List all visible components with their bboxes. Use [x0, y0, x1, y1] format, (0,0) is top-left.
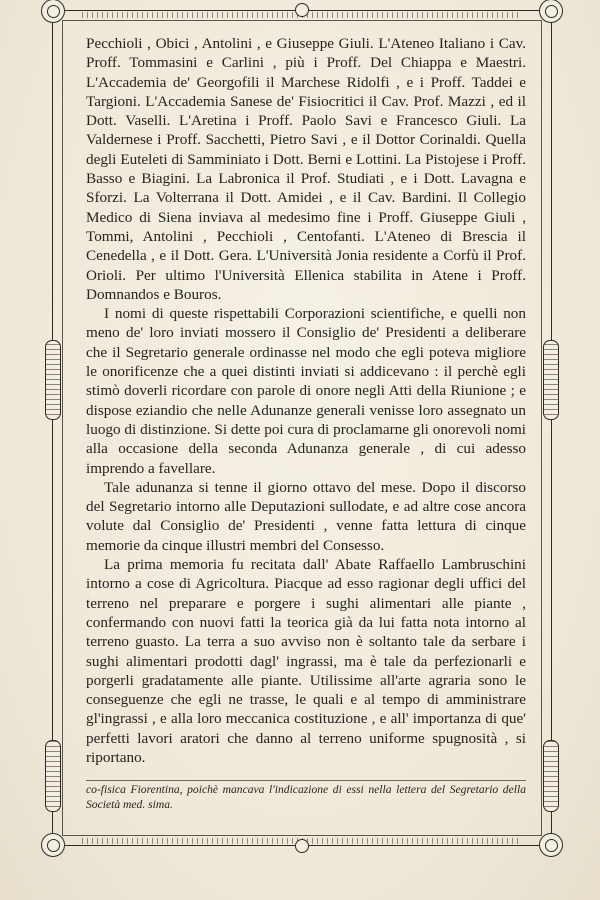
corner-ornament-icon: [539, 0, 563, 23]
medallion-ornament-icon: [295, 839, 309, 853]
corner-ornament-icon: [539, 833, 563, 857]
paragraph: I nomi di queste rispettabili Corporazioni scientifiche, e quelli non meno de' loro inviati mossero il Consiglio de' Presidenti a deliberare che il Segretario generale ordinasse nel modo che egli poteva migliore le onorificenze che a quei distinti inviati si addicevano : il perchè egli stimò doverli ricordare con parole di onore negli Atti della Riunione ; e dispose eziandio che nelle Adunanze generali venisse loro assegnato un luogo di distinzione. Si dette poi cura di proclamarne gli onorevoli nomi alla occasione della seconda Adunanza generale , di cui adesso imprendo a favellare.: [86, 305, 526, 477]
medallion-ornament-icon: [295, 3, 309, 17]
side-ornament-icon: [45, 340, 61, 420]
corner-ornament-icon: [41, 833, 65, 857]
footnote: co-fisica Fiorentina, poichè mancava l'indicazione di essi nella lettera del Segretario della Società med. sima.: [86, 780, 526, 812]
body-text: [86, 34, 526, 767]
paragraph: La prima memoria fu recitata dall' Abate Raffaello Lambruschini intorno a cose di Agricoltura. Piacque ad esso ragionar degli uffici del terreno nel preparare e porgere i sughi alimentari alle piante , confermando con nuovi fatti la teorica già da lui fatta nota intorno al terreno guasto. La terra a suo avviso non è soltanto tale da serbare i sughi alimentari prodotti dagl' ingrassi, ma è tale da perfezionarli e porgerli gradatamente alle piante. Utilissime all'arte agraria sono le conseguenze che egli ne trasse, le quali e al tempo di amministrare gl'ingrassi , e alla loro meccanica costituzione , e all' importanza di que' perfetti lavori aratori che danno al terreno uniforme spugnosità , si riportano.: [86, 556, 526, 766]
corner-ornament-icon: [41, 0, 65, 23]
paragraph: Pecchioli , Obici , Antolini , e Giuseppe Giuli. L'Ateneo Italiano i Cav. Proff. Tommasini e Carlini , più i Proff. Del Chiappa e Maestri. L'Accademia de' Georgofili il Marchese Ridolfi , e i Proff. Taddei e Targioni. L'Accademia Sanese de' Fisiocritici il Cav. Prof. Mazzi , ed il Dott. Vaselli. L'Aretina i Proff. Paolo Savi e Francesco Giuli. La Valdernese i Proff. Sacchetti, Pietro Savi , e il Dottor Corinaldi. Quella degli Euteleti di Samminiato i Dott. Berni e Lottini. La Pistojese i Proff. Basso e Biagini. La Labronica il Prof. Studiati , e i Dott. Lavagna e Sforzi. La Volterrana il Dott. Amidei , e il Cav. Bardini. Il Collegio Medico di Siena inviava al medesimo fine i Proff. Giuseppe Giuli , Tommi, Antolini , Pecchioli , Centofanti. L'Ateneo di Brescia il Cenedella , e il Dott. Gera. L'Università Jonia residente a Corfù il Prof. Orioli. Per ultimo l'Università Ellenica stabilita in Atene i Proff. Domnandos e Bouros.: [86, 35, 526, 303]
paragraph: Tale adunanza si tenne il giorno ottavo del mese. Dopo il discorso del Segretario intorno alle Deputazioni sullodate, e ad altre cose ancora volute dal Consiglio de' Presidenti , venne fatta lettura di cinque memorie da cinque illustri membri del Consesso.: [86, 478, 526, 554]
side-ornament-icon: [45, 740, 61, 812]
side-ornament-icon: [543, 340, 559, 420]
side-ornament-icon: [543, 740, 559, 812]
